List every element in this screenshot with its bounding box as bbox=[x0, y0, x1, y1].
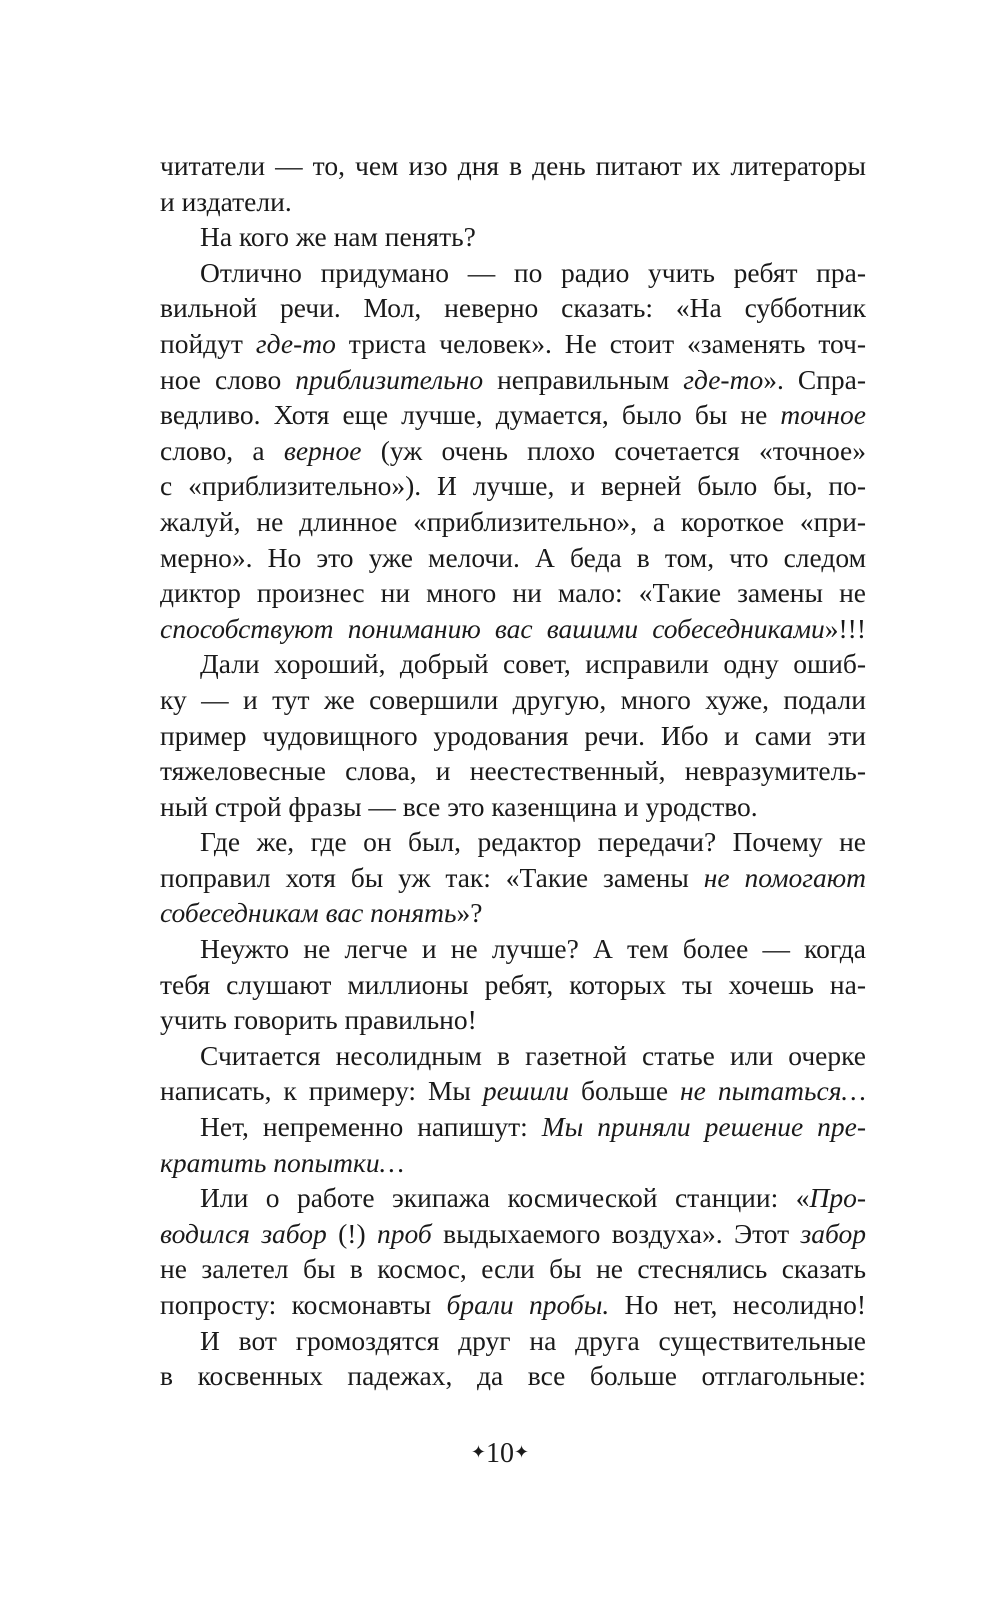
text-line: На кого же нам пенять? bbox=[200, 221, 476, 253]
text-line: И вот громоздятся друг на друга существительные bbox=[200, 1324, 866, 1356]
page-body-text bbox=[160, 148, 866, 1394]
text-line: ный строй фразы — все это казенщина и уродство. bbox=[160, 790, 758, 822]
text-line: Нет, непременно напишут: Мы приняли решение пре- bbox=[200, 1111, 866, 1143]
text-line: не залетел бы в космос, если бы не стеснялись сказать bbox=[160, 1253, 866, 1285]
text-line: поправил хотя бы уж так: «Такие замены не помогают bbox=[160, 861, 866, 893]
text-line: способствуют пониманию вас вашими собеседниками»!!! bbox=[160, 612, 866, 644]
text-line: водился забор (!) проб выдыхаемого воздуха». Этот забор bbox=[160, 1217, 866, 1249]
text-line: вильной речи. Мол, неверно сказать: «На субботник bbox=[160, 292, 866, 324]
text-line: и издатели. bbox=[160, 185, 292, 217]
text-line: пример чудовищного уродования речи. Ибо и сами эти bbox=[160, 719, 866, 751]
page-number-folio bbox=[0, 1436, 1000, 1470]
text-line: Отлично придумано — по радио учить ребят пра- bbox=[200, 256, 866, 288]
text-line: ное слово приблизительно неправильным где-то». Спра- bbox=[160, 363, 866, 395]
text-line: собеседникам вас понять»? bbox=[160, 897, 483, 929]
text-line: попросту: космонавты брали пробы. Но нет, несолидно! bbox=[160, 1289, 866, 1320]
text-line: диктор произнес ни много ни мало: «Такие замены не bbox=[160, 577, 866, 609]
text-line: Считается несолидным в газетной статье или очерке bbox=[200, 1039, 866, 1071]
text-line: Или о работе экипажа космической станции: «Про- bbox=[200, 1182, 866, 1214]
text-line: жалуй, не длинное «приблизительно», а короткое «при- bbox=[160, 505, 866, 537]
text-line: учить говорить правильно! bbox=[160, 1004, 477, 1036]
text-line: читатели — то, чем изо дня в день питают их литераторы bbox=[160, 150, 866, 181]
text-line: с «приблизительно»). И лучше, и верней было бы, по- bbox=[160, 470, 866, 502]
text-line: Дали хороший, добрый совет, исправили одну ошиб- bbox=[200, 648, 866, 680]
text-line: написать, к примеру: Мы решили больше не пытаться… bbox=[160, 1075, 866, 1107]
page-number: 10 bbox=[486, 1438, 514, 1469]
text-line: слово, а верное (уж очень плохо сочетается «точное» bbox=[160, 434, 867, 466]
text-line: мерно». Но это уже мелочи. А беда в том, что следом bbox=[160, 541, 866, 573]
text-line: кратить попытки… bbox=[160, 1146, 405, 1178]
text-line: ведливо. Хотя еще лучше, думается, было бы не точное bbox=[160, 399, 866, 431]
text-line: Неужто не легче и не лучше? А тем более — когда bbox=[200, 933, 866, 965]
text-line: ку — и тут же совершили другую, много хуже, подали bbox=[160, 683, 866, 715]
text-line: Где же, где он был, редактор передачи? Почему не bbox=[200, 826, 866, 858]
text-line: тяжеловесные слова, и неестественный, невразумитель- bbox=[160, 755, 866, 787]
text-line: в косвенных падежах, да все больше отглагольные: bbox=[160, 1360, 866, 1392]
star-ornament-icon: ✦ bbox=[514, 1442, 530, 1462]
text-line: тебя слушают миллионы ребят, которых ты хочешь на- bbox=[160, 968, 866, 1000]
star-ornament-icon: ✦ bbox=[470, 1442, 486, 1462]
text-line: пойдут где-то триста человек». Не стоит «заменять точ- bbox=[160, 327, 866, 359]
